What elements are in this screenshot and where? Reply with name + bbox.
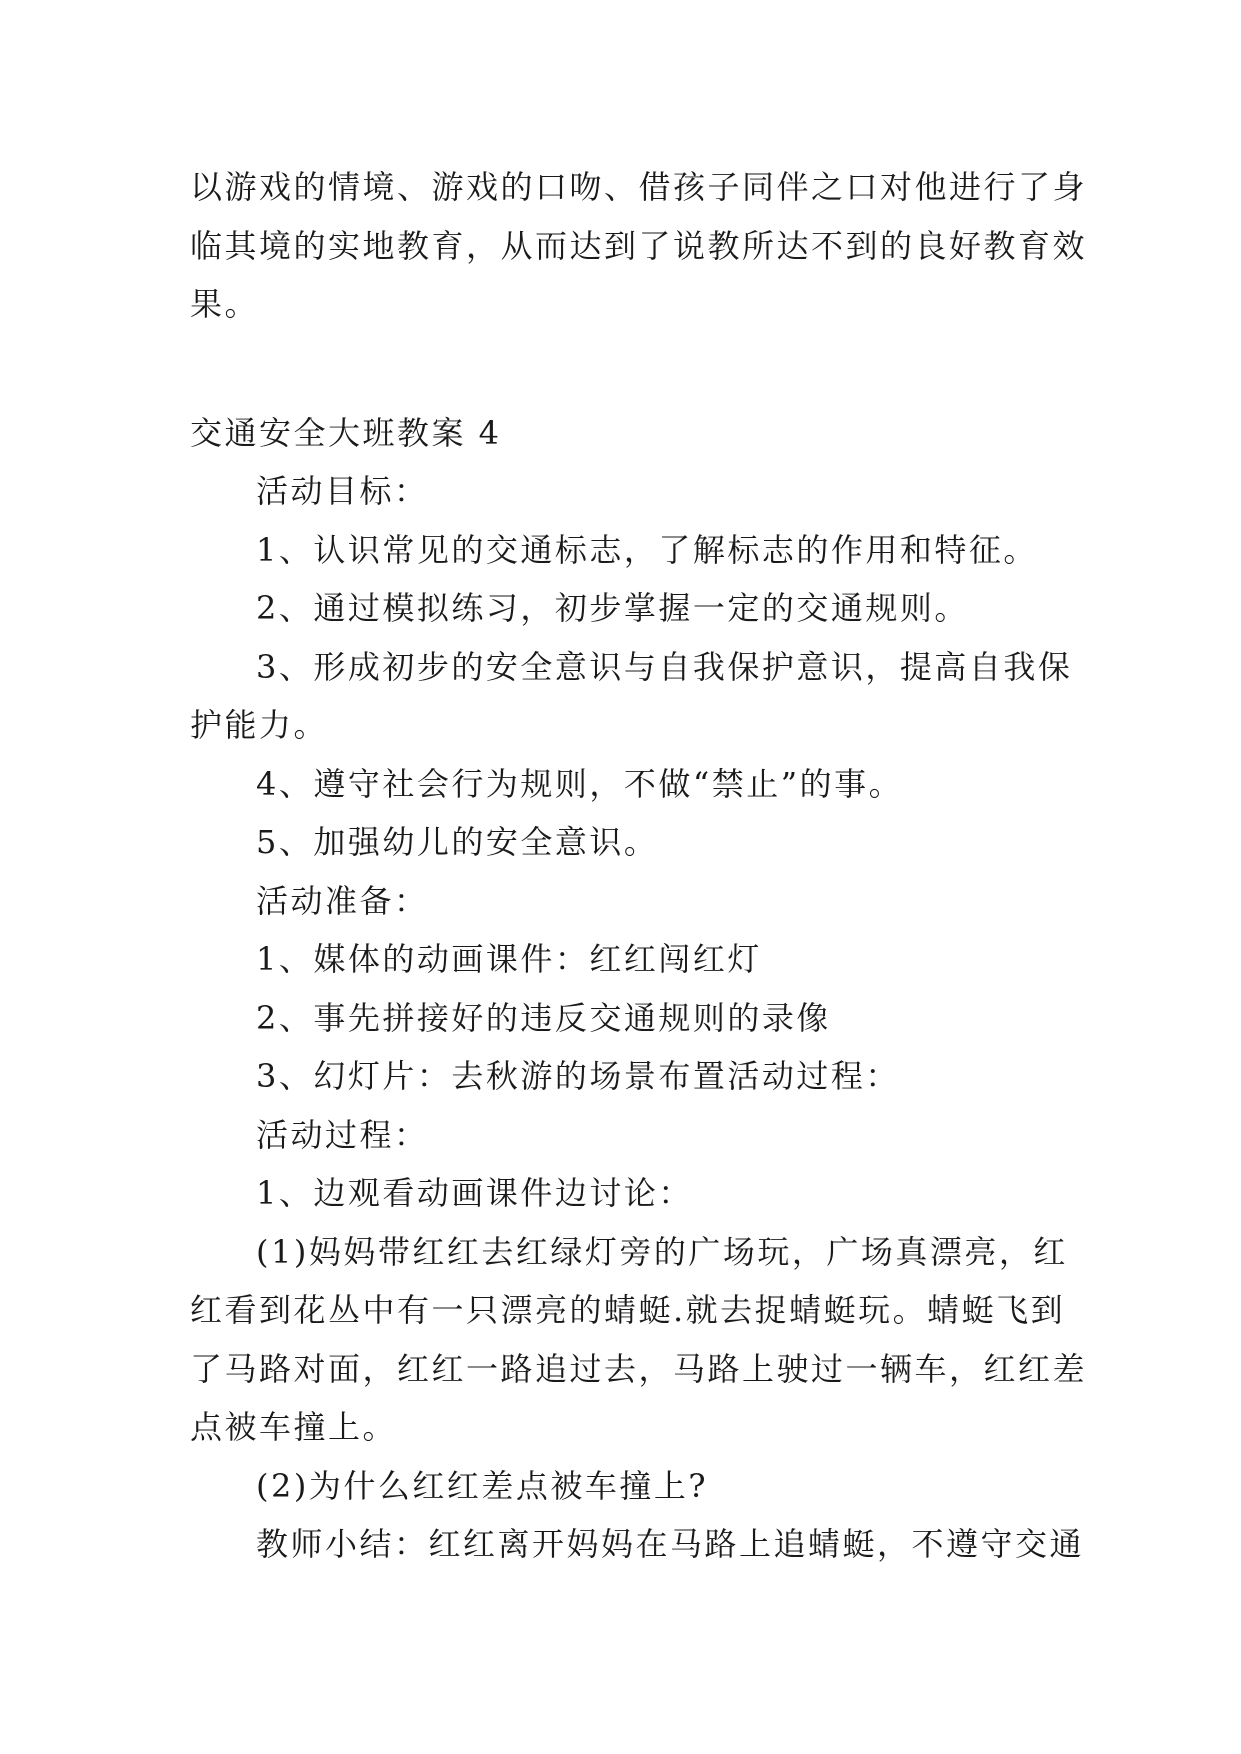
goal-item-3-line-1: 3、形成初步的安全意识与自我保护意识，提高自我保 [256,647,1073,686]
goal-item-2: 2、通过模拟练习，初步掌握一定的交通规则。 [256,589,969,627]
process-step-1: 1、边观看动画课件边讨论： [256,1174,693,1212]
preparation-item-3: 3、幻灯片：去秋游的场景布置活动过程： [256,1057,900,1095]
document-page [190,158,1088,1574]
preparation-item-2: 2、事先拼接好的违反交通规则的录像 [256,998,831,1037]
goal-item-4: 4、遵守社会行为规则，不做“禁止”的事。 [256,764,904,803]
process-para-1-line-2: 红看到花丛中有一只漂亮的蜻蜓.就去捉蜻蜓玩。蜻蜓飞到 [190,1291,1066,1329]
process-heading: 活动过程： [256,1115,429,1154]
process-para-2: (2)为什么红红差点被车撞上? [256,1466,708,1505]
preparation-heading: 活动准备： [256,881,429,920]
goal-item-3-line-2: 护能力。 [190,706,329,744]
goal-item-1: 1、认识常见的交通标志，了解标志的作用和特征。 [256,530,1038,569]
intro-line-3: 果。 [190,285,260,323]
section-spacer [190,334,1056,404]
goal-item-5: 5、加强幼儿的安全意识。 [256,823,659,861]
section-title: 交通安全大班教案 4 [190,413,502,452]
process-para-1-line-4: 点被车撞上。 [190,1408,398,1446]
intro-line-1: 以游戏的情境、游戏的口吻、借孩子同伴之口对他进行了身 [190,168,1088,206]
teacher-summary-line-1: 教师小结：红红离开妈妈在马路上追蜻蜓，不遵守交通 [256,1525,1085,1563]
process-para-1-line-3: 了马路对面，红红一路追过去，马路上驶过一辆车，红红差 [190,1349,1088,1388]
preparation-item-1: 1、媒体的动画课件：红红闯红灯 [256,940,762,978]
process-para-1-line-1: (1)妈妈带红红去红绿灯旁的广场玩，广场真漂亮，红 [256,1232,1068,1271]
goals-heading: 活动目标： [256,472,429,510]
intro-line-2: 临其境的实地教育，从而达到了说教所达不到的良好教育效 [190,226,1088,265]
